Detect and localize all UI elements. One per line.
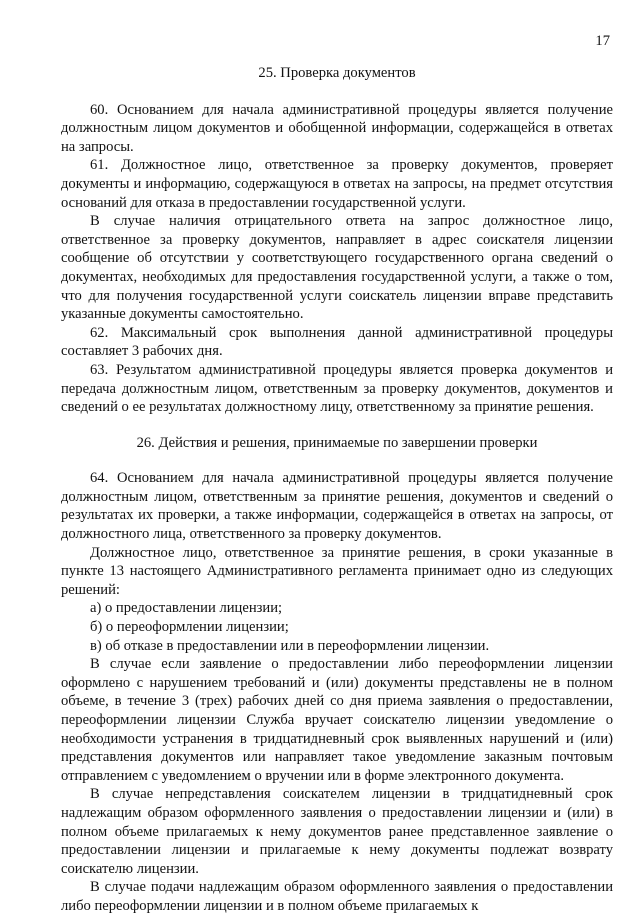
paragraph-64: 64. Основанием для начала административной процедуры является получение должностным лицом, ответственным за принятие решения, документов и сведений о результатах их проверки, а также информации, содержащейся в ответах на запросы, от должностного лица, ответственного за проверку документов. [61,470,613,543]
paragraph-case-nonsubmission: В случае непредставления соискателем лицензии в тридцатидневный срок надлежащим образом оформленного заявления о предоставлении лицензии и (или) в полном объеме прилагаемых к нему документов ранее представленное заявление о предоставлении лицензии и прилагаемые к нему документы подлежат возврату соискателю лицензии. [61,786,613,877]
page-number: 17 [595,33,610,49]
list-item-b: б) о переоформлении лицензии; [90,619,289,636]
paragraph-63: 63. Результатом административной процедуры является проверка документов и передача должностным лицом, ответственным за проверку документов, документов и сведений о ее результатах должностному лицу, ответственному за принятие решения. [61,361,613,416]
paragraph-negative-answer: В случае наличия отрицательного ответа на запрос должностное лицо, ответственное за проверку документов, направляет в адрес соискателя лицензии сообщение об отсутствии у соответствующего государственного органа сведений о документах, необходимых для предоставления государственной услуги, а также о том, что для получения государственной услуги соискатель лицензии вправе представить указанные документы самостоятельно. [61,213,613,323]
paragraph-61: 61. Должностное лицо, ответственное за проверку документов, проверяет документы и информацию, содержащуюся в ответах на запросы, на предмет отсутствия оснований для отказа в предоставлении государственной услуги. [61,157,613,211]
section-26-title: 26. Действия и решения, принимаемые по завершении проверки [136,434,538,451]
list-item-a: а) о предоставлении лицензии; [90,600,283,617]
paragraph-decision: Должностное лицо, ответственное за принятие решения, в сроки указанные в пункте 13 настоящего Административного регламента принимает одно из следующих решений: [61,544,613,598]
page-content [61,64,613,916]
paragraph-case-proper-submission: В случае подачи надлежащим образом оформленного заявления о предоставлении либо переоформлении лицензии и в полном объеме прилагаемых к [61,879,613,914]
list-item-v: в) об отказе в предоставлении или в переоформлении лицензии. [90,637,490,654]
section-25-title: 25. Проверка документов [258,65,416,81]
paragraph-60: 60. Основанием для начала административной процедуры является получение должностным лицом документов и обобщенной информации, содержащейся в ответах на запросы. [61,101,613,155]
paragraph-62: 62. Максимальный срок выполнения данной административной процедуры составляет 3 рабочих дня. [61,324,613,360]
paragraph-case-violation: В случае если заявление о предоставлении либо переоформлении лицензии оформлено с нарушением требований и (или) документы представлены не в полном объеме, в течение 3 (трех) рабочих дней со дня приема заявления о предоставлении, переоформлении лицензии Служба вручает соискателю лицензии уведомление о необходимости устранения в тридцатидневный срок выявленных нарушений и (или) представления документов или направляет такое уведомление заказным почтовым отправлением с уведомлением о вручении или в форме электронного документа. [61,656,613,784]
